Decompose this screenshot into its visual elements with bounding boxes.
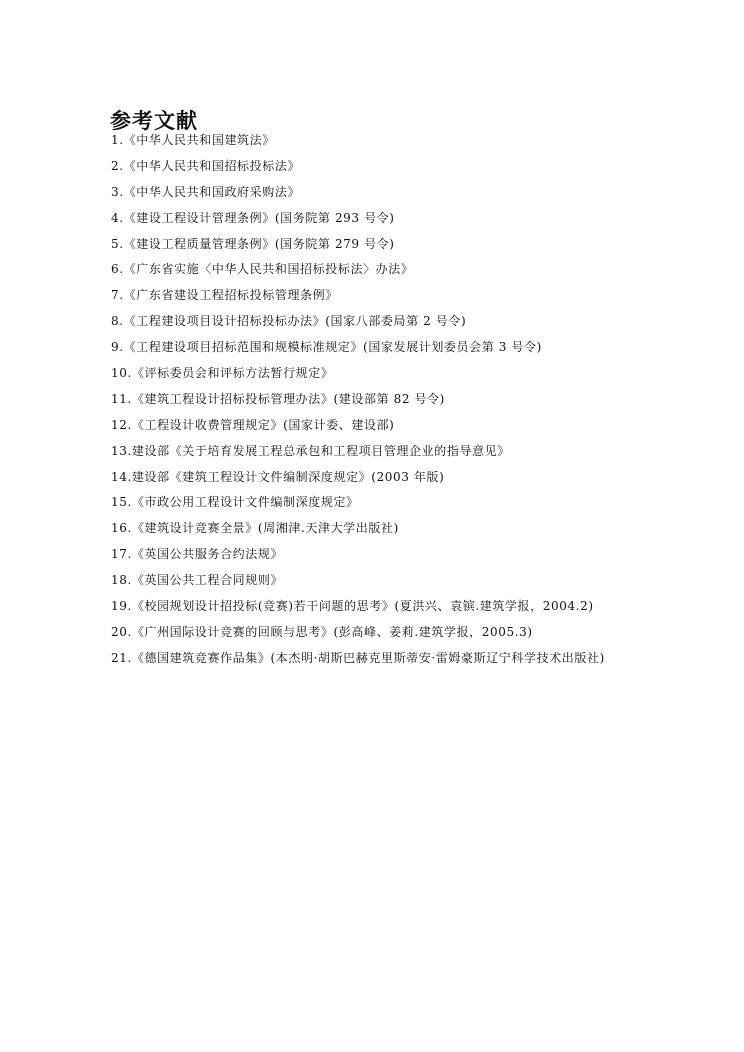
- reference-item: 10.《评标委员会和评标方法暂行规定》: [111, 366, 334, 381]
- reference-item: 12.《工程设计收费管理规定》(国家计委、建设部): [111, 417, 395, 432]
- reference-item: 9.《工程建设项目招标范围和规模标准规定》(国家发展计划委员会第 3 号令): [111, 340, 542, 355]
- reference-list: [111, 128, 711, 672]
- reference-item: 20.《广州国际设计竞赛的回顾与思考》(彭高峰、姜莉.建筑学报，2005.3): [111, 624, 533, 639]
- reference-item: 5.《建设工程质量管理条例》(国务院第 279 号令): [111, 236, 395, 251]
- reference-item: 2.《中华人民共和国招标投标法》: [111, 158, 301, 173]
- reference-item: 8.《工程建设项目设计招标投标办法》(国家八部委局第 2 号令): [111, 314, 467, 329]
- reference-item: 14.建设部《建筑工程设计文件编制深度规定》(2003 年版): [111, 469, 445, 484]
- reference-item: 18.《英国公共工程合同规则》: [111, 573, 284, 588]
- reference-item: 4.《建设工程设计管理条例》(国务院第 293 号令): [111, 210, 395, 225]
- reference-item: 3.《中华人民共和国政府采购法》: [111, 184, 301, 199]
- reference-item: 13.建设部《关于培育发展工程总承包和工程项目管理企业的指导意见》: [111, 443, 510, 458]
- reference-item: 6.《广东省实施〈中华人民共和国招标投标法〉办法》: [111, 262, 414, 277]
- reference-item: 21.《德国建筑竞赛作品集》(本杰明·胡斯巴赫克里斯蒂安·雷姆豪斯辽宁科学技术出版社): [111, 650, 605, 665]
- references-heading: 参考文献: [110, 108, 198, 134]
- reference-item: 15.《市政公用工程设计文件编制深度规定》: [111, 495, 359, 510]
- reference-item: 7.《广东省建设工程招标投标管理条例》: [111, 288, 338, 303]
- reference-item: 17.《英国公共服务合约法规》: [111, 547, 284, 562]
- reference-item: 1.《中华人民共和国建筑法》: [111, 133, 275, 147]
- reference-item: 11.《建筑工程设计招标投标管理办法》(建设部第 82 号令): [111, 391, 445, 406]
- reference-item: 19.《校园规划设计招投标(竞赛)若干问题的思考》(夏洪兴、袁镔.建筑学报，2004.2): [111, 599, 594, 614]
- reference-item: 16.《建筑设计竞赛全景》(周湘津.天津大学出版社): [111, 521, 399, 536]
